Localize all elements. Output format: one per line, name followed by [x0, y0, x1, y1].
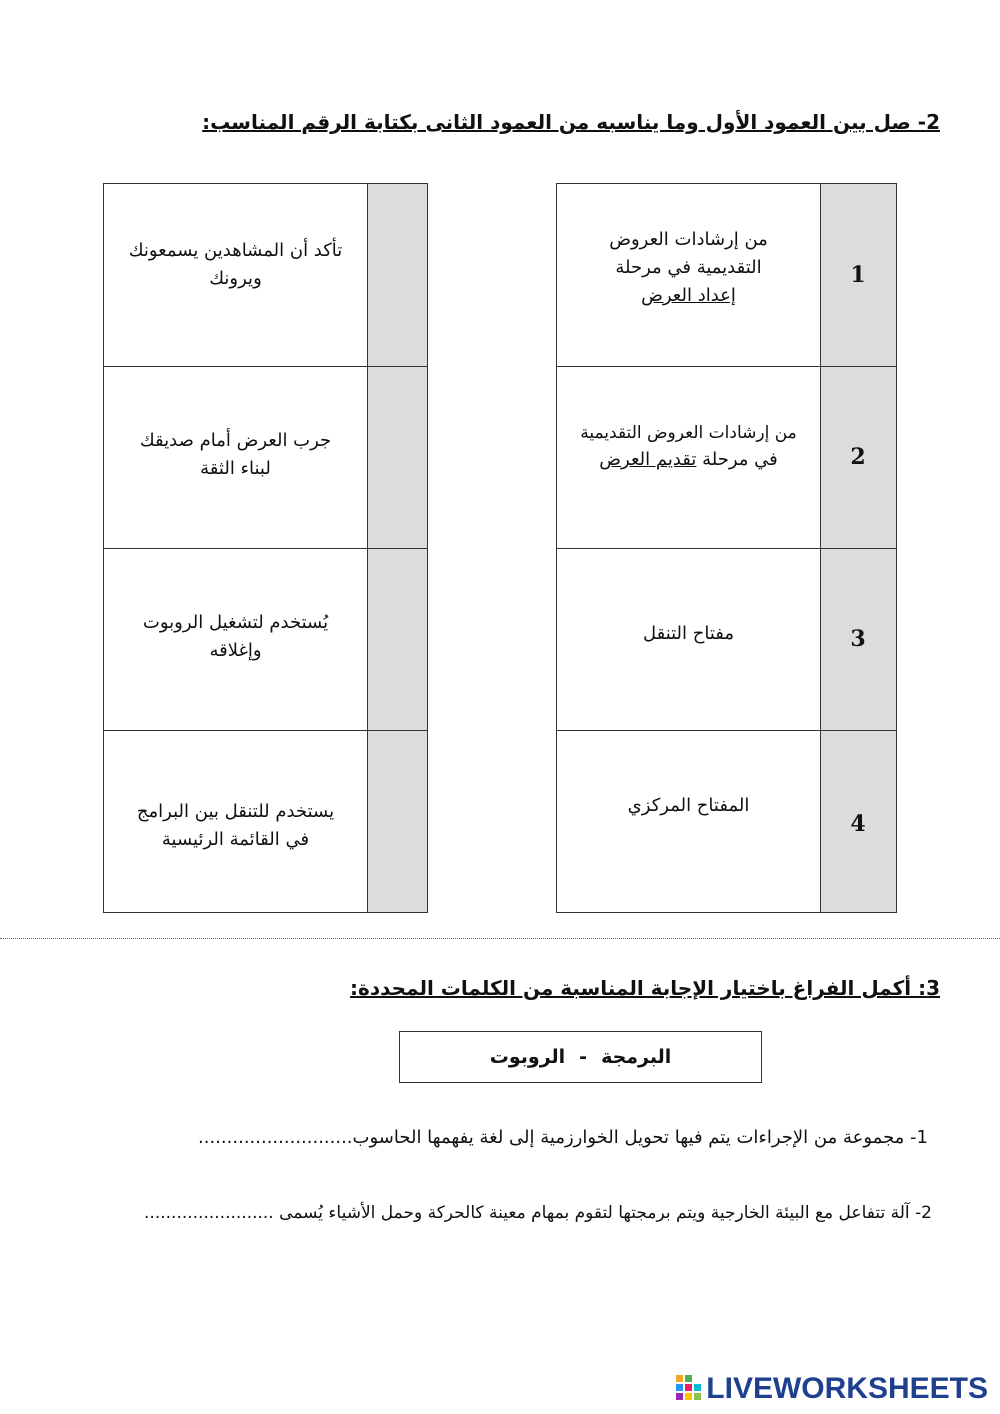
column1-table: [556, 183, 897, 913]
row2-term-line2: [599, 446, 778, 474]
row4-description: [104, 730, 367, 912]
answer-slot-1[interactable]: [368, 185, 427, 365]
section2-heading: 2- صل بين العمود الأول وما يناسبه من العمود الثانى بكتابة الرقم المناسب:: [202, 110, 940, 134]
row1-description: [104, 184, 367, 366]
section3-heading: 3: أكمل الفراغ باختيار الإجابة المناسبة من الكلمات المحددة:: [350, 976, 940, 1000]
row2-description-line2: لبناء الثقة: [200, 458, 271, 479]
row2-description-line1: جرب العرض أمام صديقك: [139, 430, 332, 452]
row3-term: مفتاح التنقل: [642, 623, 735, 645]
answer-slot-4[interactable]: [368, 731, 427, 911]
row3-description-line2: وإغلاقه: [209, 640, 262, 661]
row4-term: المفتاح المركزي: [627, 795, 750, 817]
word-robot: الروبوت: [489, 1046, 566, 1068]
row2-description: [104, 366, 367, 548]
column2-table: [103, 183, 428, 913]
section-divider: [0, 938, 1000, 939]
row1-description-line1: تأكد أن المشاهدين يسمعونك: [128, 240, 343, 262]
logo-text: LIVEWORKSHEETS: [706, 1372, 988, 1405]
row1-description-line2: ويرونك: [209, 268, 262, 289]
row4-number: 4: [850, 810, 866, 837]
row4-description-line1: يستخدم للتنقل بين البرامج: [136, 801, 335, 823]
fill-sentence-1: 1- مجموعة من الإجراءات يتم فيها تحويل الخوارزمية إلى لغة يفهمها الحاسوب...........................: [198, 1127, 928, 1148]
row1-term: [557, 184, 820, 366]
word-programming: البرمجة: [601, 1046, 672, 1068]
word-separator: -: [579, 1046, 588, 1068]
row3-description-line1: يُستخدم لتشغيل الروبوت: [142, 612, 329, 634]
answer-slot-3[interactable]: [368, 549, 427, 729]
row2-term-underlined: تقديم العرض: [599, 449, 697, 471]
row4-description-line2: في القائمة الرئيسية: [161, 829, 310, 850]
row2-term-line1: من إرشادات العروض التقديمية: [580, 422, 797, 443]
liveworksheets-logo: [676, 1372, 988, 1406]
row1-term-line2: التقديمية في مرحلة: [615, 257, 762, 279]
answer-slot-2[interactable]: [368, 367, 427, 547]
row2-term: [557, 366, 820, 548]
row1-number: 1: [850, 261, 866, 288]
row1-term-underlined: إعداد العرض: [641, 284, 736, 306]
word-bank: [399, 1031, 762, 1083]
row1-term-line1: من إرشادات العروض: [609, 229, 768, 251]
logo-blocks-icon: [676, 1375, 702, 1403]
row2-term-line2-plain: في مرحلة: [696, 449, 778, 471]
fill-sentence-2: 2- آلة تتفاعل مع البيئة الخارجية ويتم برمجتها لتقوم بمهام معينة كالحركة وحمل الأشياء يُسمى ........................: [144, 1203, 932, 1223]
row3-number: 3: [850, 625, 866, 652]
row2-number: 2: [850, 443, 866, 470]
row3-description: [104, 548, 367, 730]
